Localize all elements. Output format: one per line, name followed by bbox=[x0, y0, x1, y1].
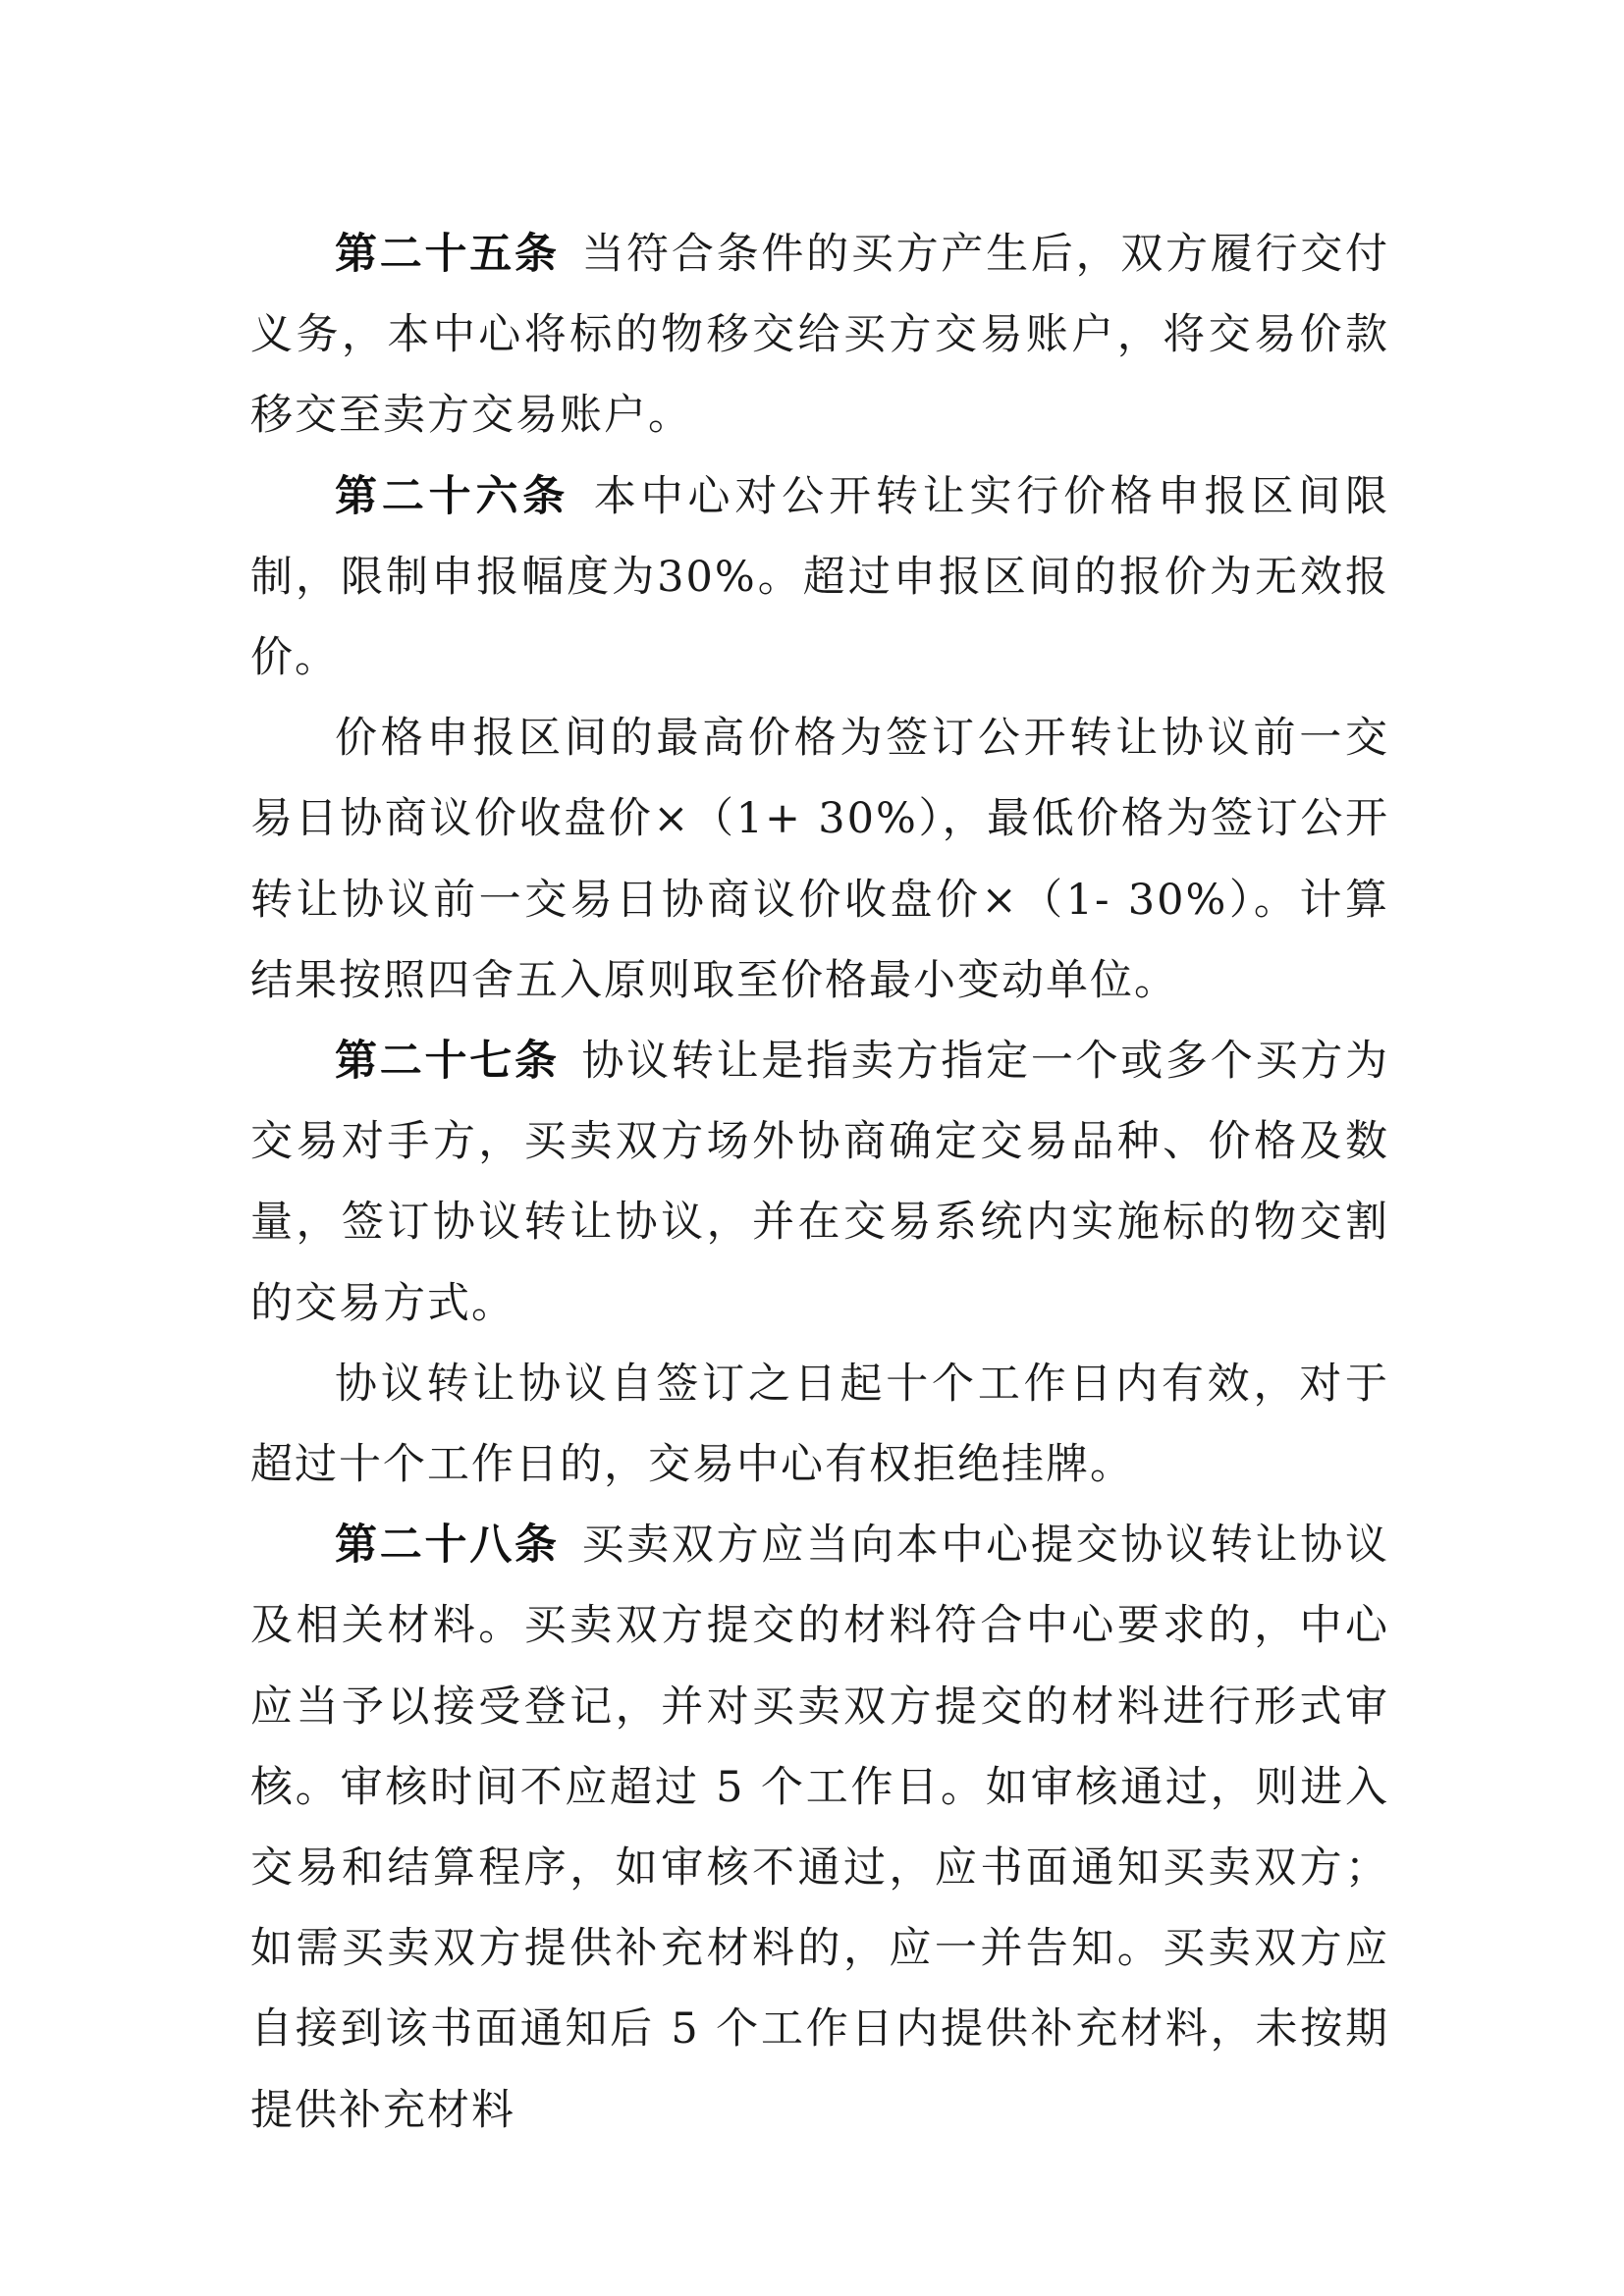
article-number: 第二十五条 bbox=[335, 230, 560, 279]
article-26-paragraph bbox=[250, 456, 1389, 699]
article-27-paragraph bbox=[250, 1021, 1389, 1344]
article-25-paragraph bbox=[250, 214, 1389, 456]
paragraph-text: 当符合条件的买方产生后，双方履行交付义务，本中心将标的物移交给买方交易账户，将交易价款移交至卖方交易账户。 bbox=[250, 230, 1390, 441]
paragraph-text: 价格申报区间的最高价格为签订公开转让协议前一交易日协商议价收盘价×（1+ 30%），最低价格为签订公开转让协议前一交易日协商议价收盘价×（1- 30%）。计算结果按照四舍五入原则取至价格最小变动单位。 bbox=[250, 714, 1389, 1005]
paragraph-text: 协议转让是指卖方指定一个或多个买方为交易对手方，买卖双方场外协商确定交易品种、价格及数量，签订协议转让协议，并在交易系统内实施标的物交割的交易方式。 bbox=[250, 1037, 1390, 1328]
price-range-paragraph bbox=[250, 698, 1389, 1021]
article-number: 第二十七条 bbox=[335, 1037, 560, 1087]
paragraph-text: 买卖双方应当向本中心提交协议转让协议及相关材料。买卖双方提交的材料符合中心要求的，中心应当予以接受登记，并对买卖双方提交的材料进行形式审核。审核时间不应超过 5 个工作日。如审核通过，则进入交易和结算程序，如审核不通过，应书面通知买卖双方；如需买卖双方提供补充材料的，应一并告知。买卖双方应自接到该书面通知后 5 个工作日内提供补充材料，未按期提供补充材料 bbox=[250, 1521, 1390, 2135]
article-number: 第二十八条 bbox=[335, 1521, 560, 1571]
agreement-validity-paragraph bbox=[250, 1344, 1389, 1505]
article-28-paragraph bbox=[250, 1505, 1389, 2151]
paragraph-text: 协议转让协议自签订之日起十个工作日内有效，对于超过十个工作日的，交易中心有权拒绝挂牌。 bbox=[250, 1359, 1389, 1490]
paragraph-text: 本中心对公开转让实行价格申报区间限制，限制申报幅度为30%。超过申报区间的报价为无效报价。 bbox=[250, 471, 1390, 683]
document-body bbox=[250, 214, 1389, 2151]
article-number: 第二十六条 bbox=[335, 471, 570, 521]
